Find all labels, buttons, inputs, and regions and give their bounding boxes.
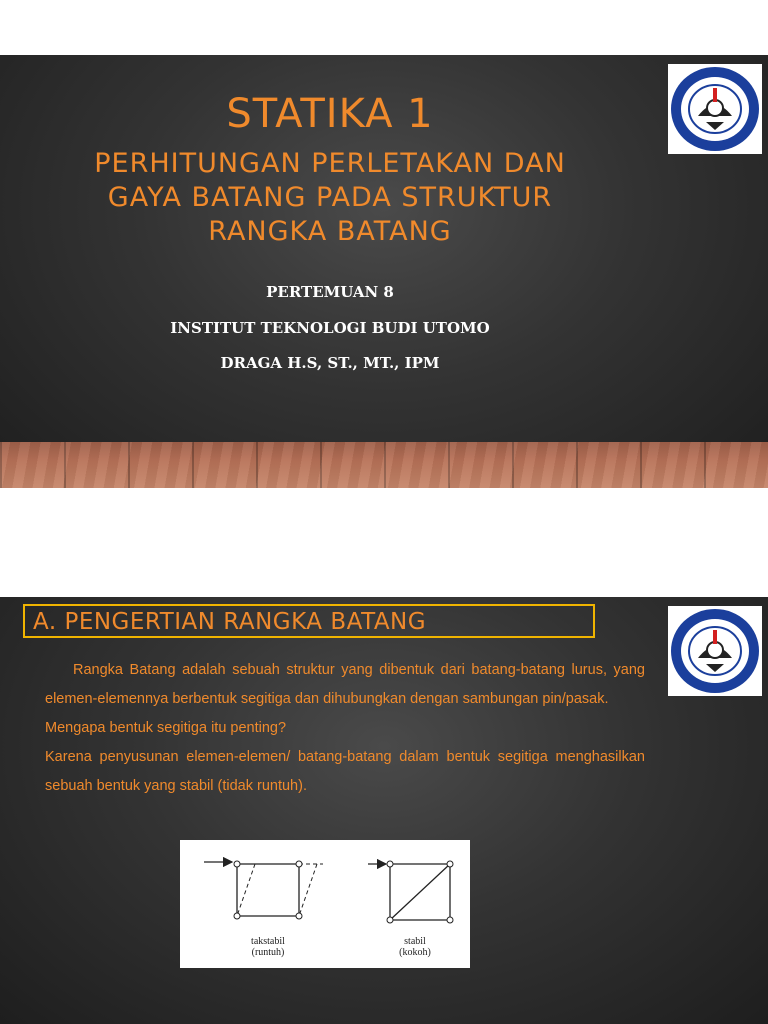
institution-logo — [668, 606, 762, 696]
institution-logo — [668, 64, 762, 154]
subtitle-line-1: PERHITUNGAN PERLETAKAN DAN — [94, 148, 566, 179]
subtitle-line-2: GAYA BATANG PADA STRUKTUR — [107, 182, 553, 213]
stable-frame — [368, 861, 453, 923]
institution-label: INSTITUT TEKNOLOGI BUDI UTOMO — [170, 319, 490, 337]
emblem-icon — [668, 606, 762, 696]
paragraph-answer: Karena penyusunan elemen-elemen/ batang-batang dalam bentuk segitiga menghasilkan sebuah bentuk yang stabil (tidak runtuh). — [45, 749, 645, 794]
paragraph-definition: Rangka Batang adalah sebuah struktur yang dibentuk dari batang-batang lurus, yang elemen-elemennya berbentuk segitiga dan dihubungkan dengan sambungan pin/pasak. — [45, 662, 645, 707]
body-text — [45, 656, 645, 801]
floor-decoration — [0, 442, 768, 488]
emblem-icon — [668, 64, 762, 154]
unstable-caption — [238, 936, 298, 958]
stable-caption-line-2: (kokoh) — [399, 947, 431, 958]
unstable-caption-line-2: (runtuh) — [251, 947, 285, 958]
stable-caption-line-1: stabil — [404, 936, 426, 947]
slide-subtitle — [0, 147, 660, 249]
meeting-label: PERTEMUAN 8 — [266, 283, 394, 301]
stable-caption — [385, 936, 445, 958]
lecturer-label: DRAGA H.S, ST., MT., IPM — [220, 354, 440, 372]
unstable-caption-line-1: takstabil — [251, 936, 285, 947]
section-title: A. PENGERTIAN RANGKA BATANG — [33, 609, 427, 635]
paragraph-question: Mengapa bentuk segitiga itu penting? — [45, 720, 287, 736]
unstable-frame — [204, 861, 323, 919]
subtitle-line-3: RANGKA BATANG — [208, 216, 452, 247]
truss-diagram — [180, 840, 470, 968]
title-slide — [0, 55, 768, 488]
section-title-box — [23, 604, 595, 638]
slide-title: STATIKA 1 — [226, 91, 434, 137]
content-slide — [0, 597, 768, 1024]
